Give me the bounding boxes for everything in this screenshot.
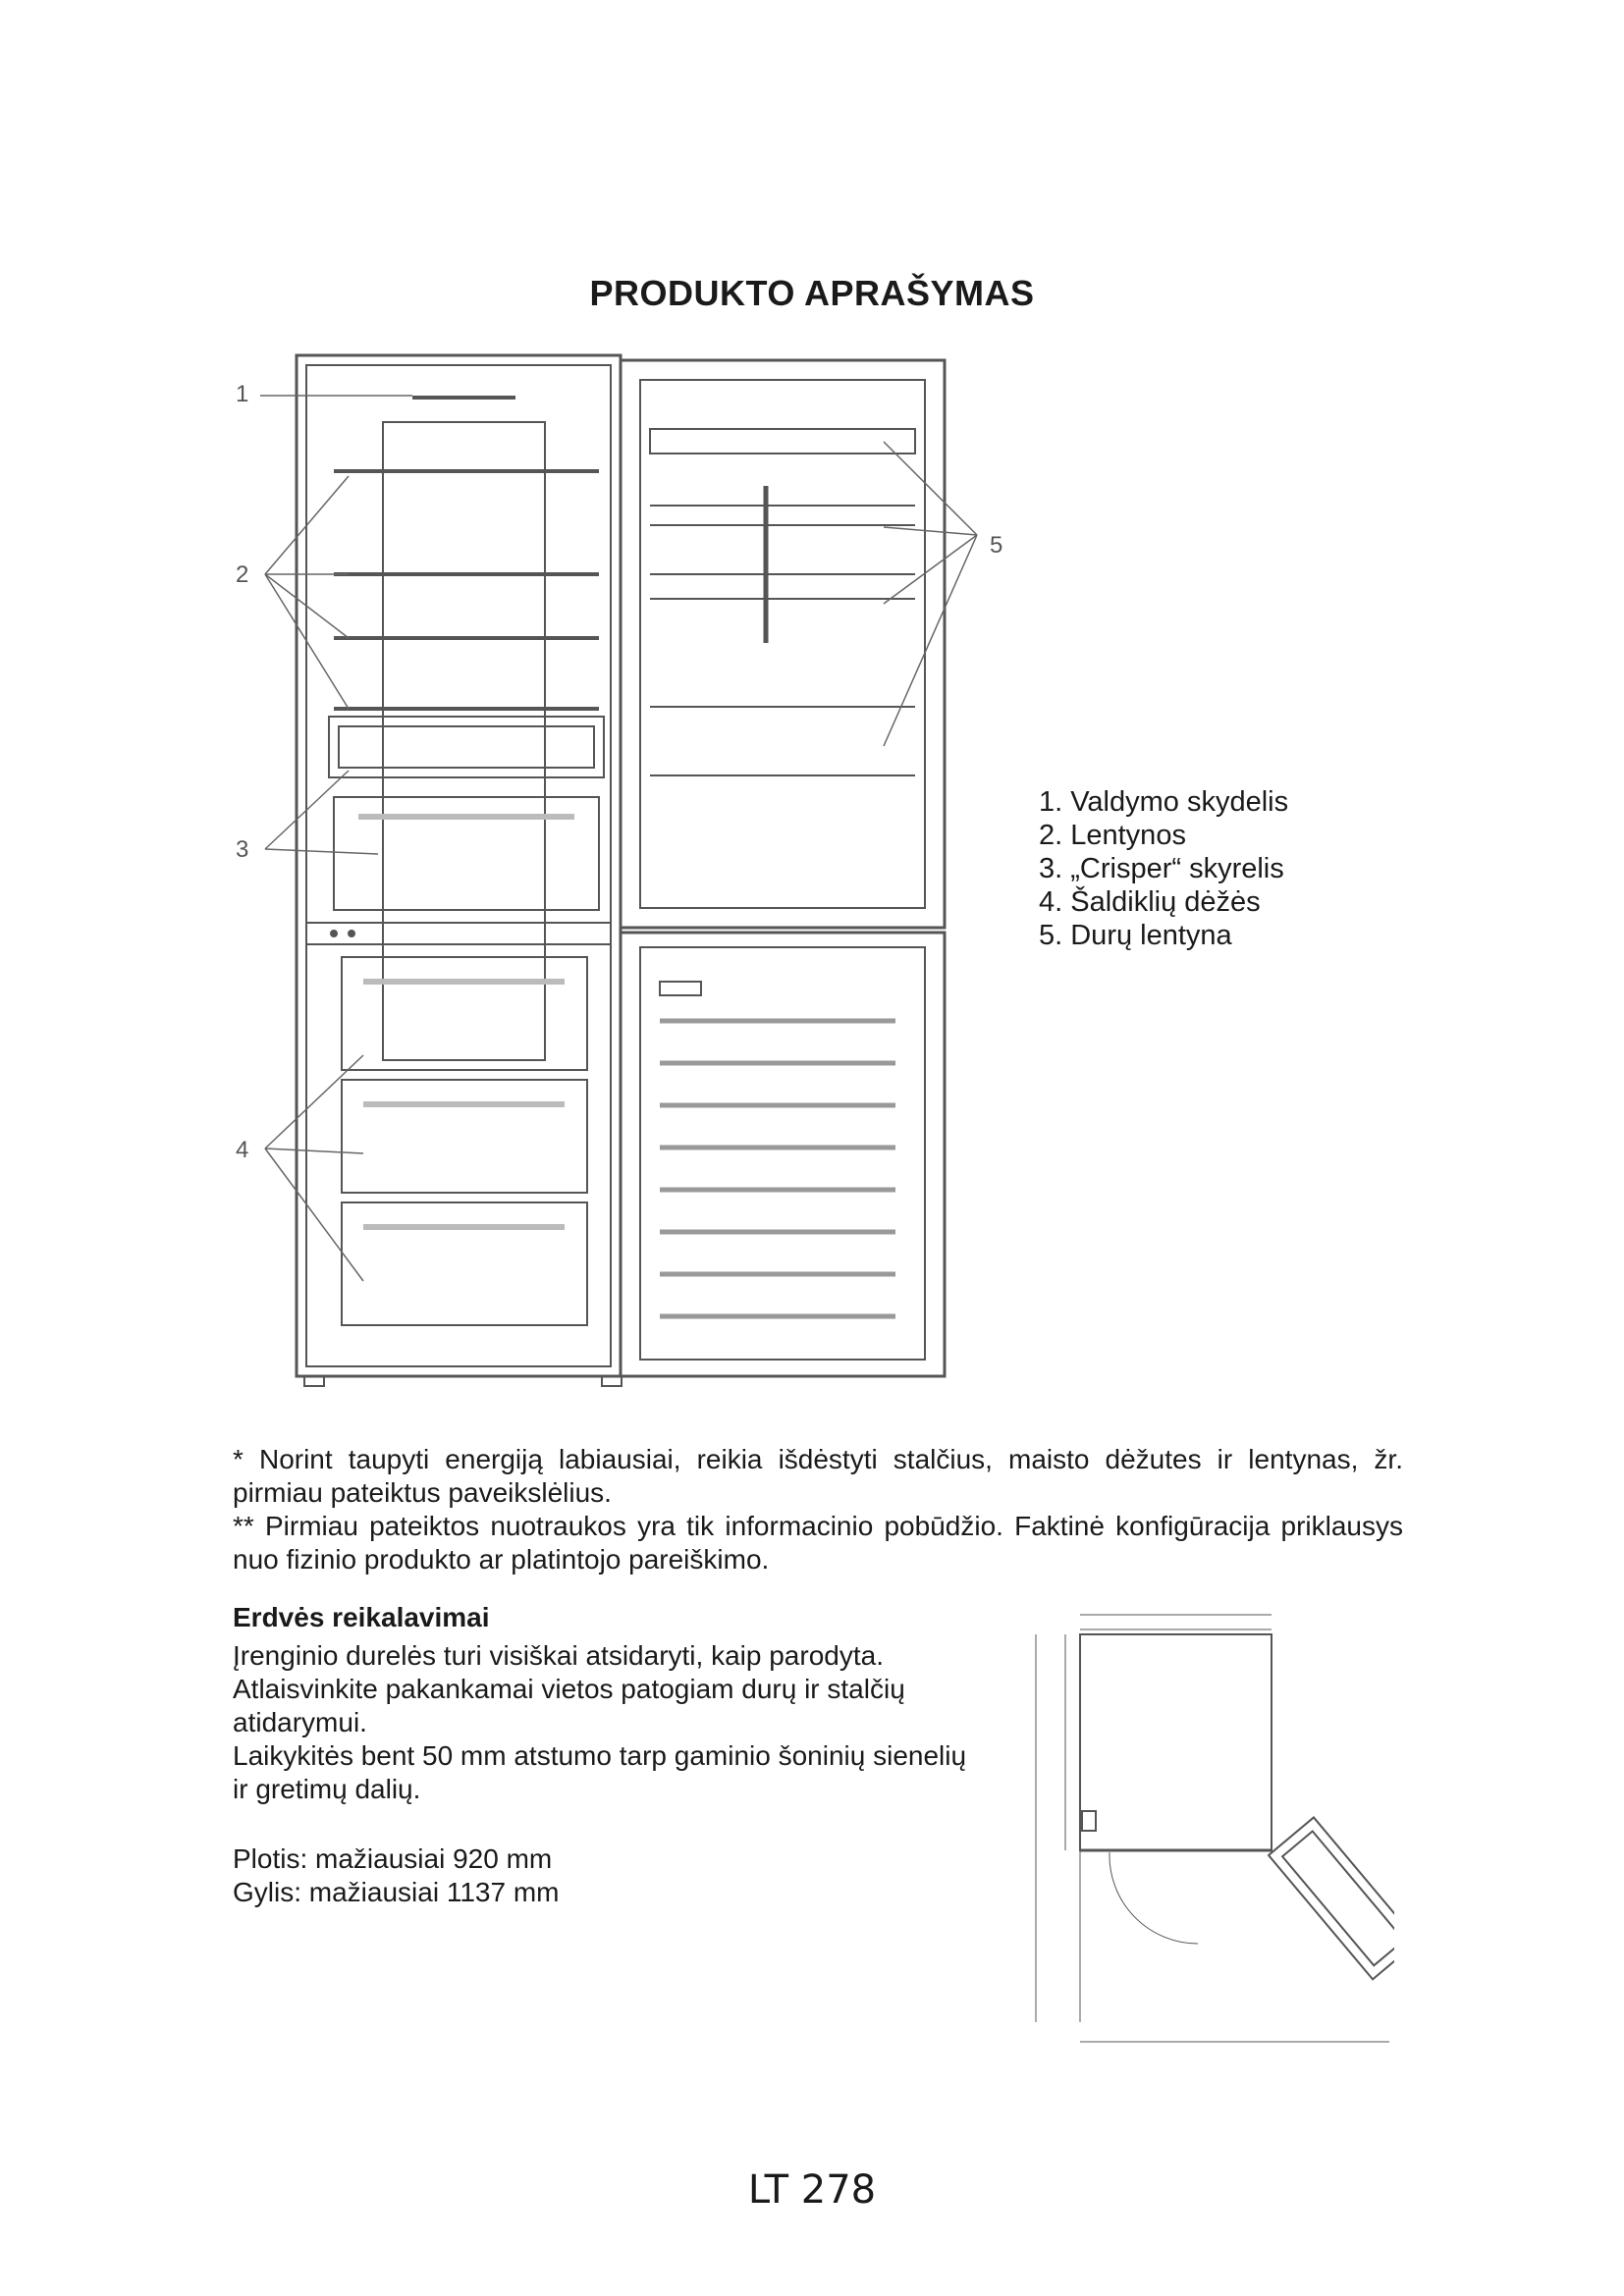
note-disclaimer: ** Pirmiau pateiktos nuotraukos yra tik informacinio pobūdžio. Faktinė konfigūracija priklausys nuo fizinio produkto ar platintojo pareiškimo. (233, 1511, 1403, 1575)
space-paragraph: Laikykitės bent 50 mm atstumo tarp gaminio šoninių sienelių ir gretimų dalių. (233, 1740, 967, 1804)
legend-item: 1. Valdymo skydelis (1039, 786, 1289, 818)
callout-5: 5 (990, 532, 1003, 559)
page-number: LT 278 (747, 2167, 877, 2213)
space-heading: Erdvės reikalavimai (233, 1602, 490, 1632)
space-paragraph: Atlaisvinkite pakankamai vietos patogiam durų ir stalčių atidarymui. (233, 1674, 905, 1737)
notes (233, 1443, 1403, 1576)
dimension-depth: Gylis: mažiausiai 1137 mm (233, 1877, 560, 1907)
space-body (233, 1639, 979, 1806)
page-title: PRODUKTO APRAŠYMAS (589, 273, 1035, 313)
dimension-width: Plotis: mažiausiai 920 mm (233, 1843, 553, 1874)
legend-item: 2. Lentynos (1039, 820, 1186, 851)
callout-2: 2 (236, 561, 249, 588)
callout-1: 1 (236, 381, 249, 407)
clearance-diagram (1011, 1595, 1394, 2047)
note-energy: * Norint taupyti energiją labiausiai, reikia išdėstyti stalčius, maisto dėžutes ir lentynas, žr. pirmiau pateiktus paveikslėlius. (233, 1444, 1403, 1508)
callout-3: 3 (236, 836, 249, 863)
legend-item: 5. Durų lentyna (1039, 920, 1232, 951)
legend-item: 4. Šaldiklių dėžės (1039, 886, 1261, 918)
space-paragraph: Įrenginio durelės turi visiškai atsidaryti, kaip parodyta. (233, 1640, 884, 1671)
dimensions (233, 1842, 559, 1909)
parts-legend (1039, 785, 1288, 952)
callout-4: 4 (236, 1137, 249, 1163)
fridge-diagram (216, 339, 1041, 1404)
legend-item: 3. „Crisper“ skyrelis (1039, 853, 1284, 884)
